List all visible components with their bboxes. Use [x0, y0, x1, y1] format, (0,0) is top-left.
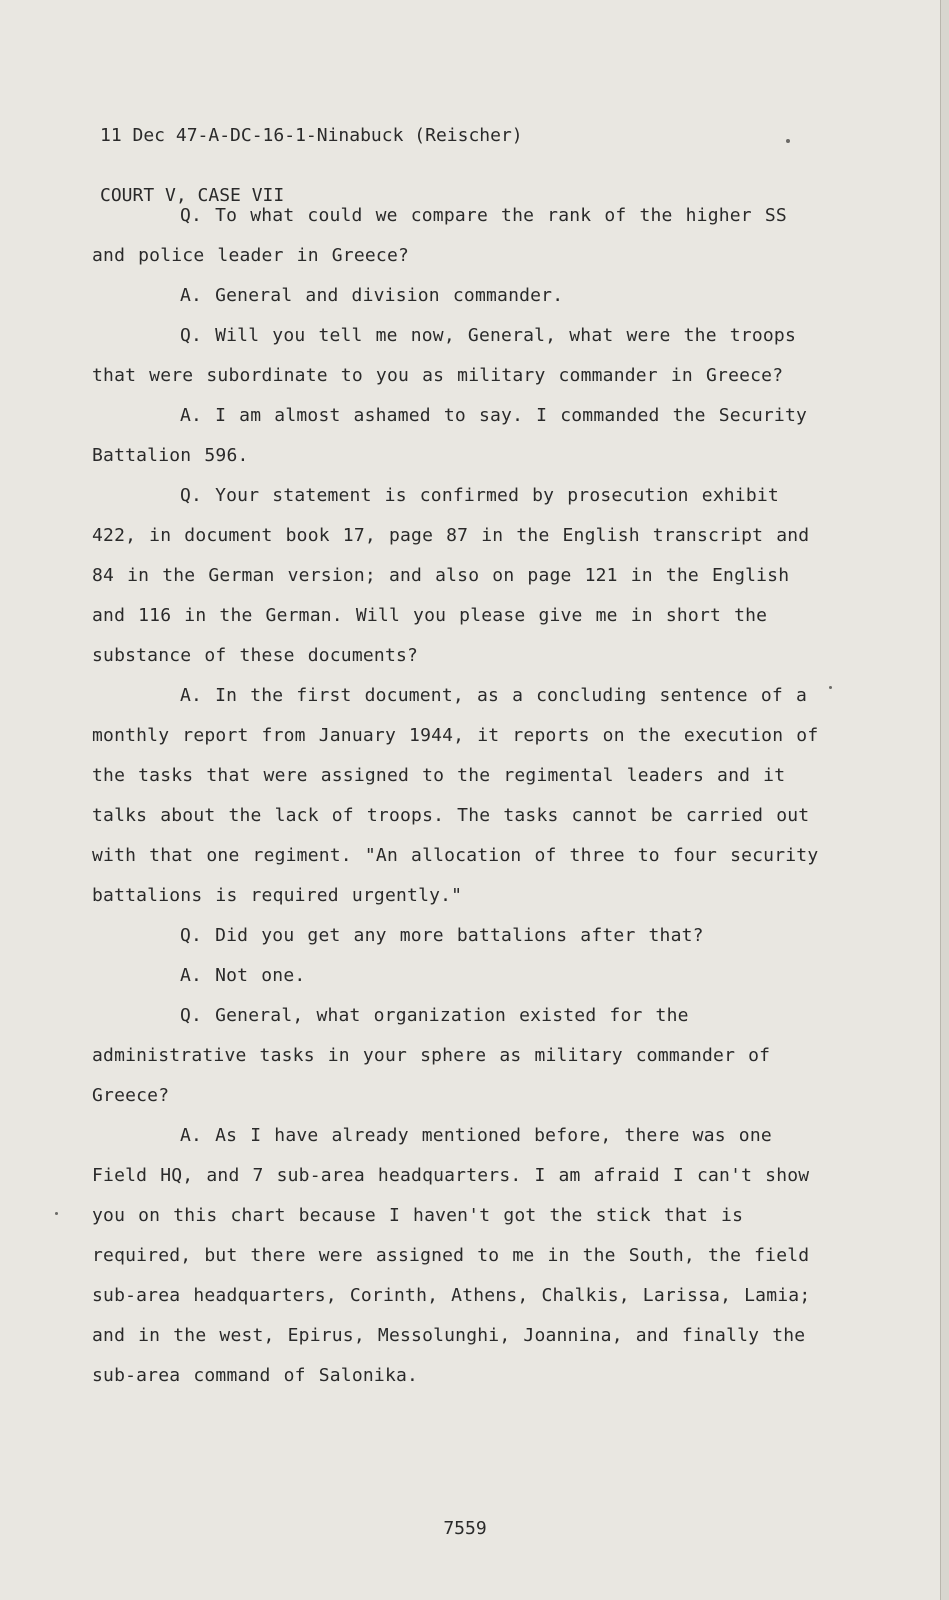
- transcript-paragraph: Q. Will you tell me now, General, what were the troops that were subordinate to you as military commander in Greece?: [92, 325, 796, 386]
- page-number: 7559: [443, 1518, 487, 1539]
- paper-speck: [55, 1212, 58, 1215]
- transcript-paragraph: Q. To what could we compare the rank of the higher SS and police leader in Greece?: [92, 205, 787, 266]
- transcript-paragraph: A. In the first document, as a concluding sentence of a monthly report from January 1944, it reports on the execution of the tasks that were assigned to the regimental leaders and it talks about the lack of troops. The tasks cannot be carried out with that one regiment. "An allocation of three to four security battalions is required urgently.": [92, 685, 819, 906]
- transcript-body: [92, 196, 832, 1396]
- transcript-paragraph: Q. Your statement is confirmed by prosecution exhibit 422, in document book 17, page 87 in the English transcript and 84 in the German version; and also on page 121 in the English and 116 in the German. Will you please give me in short the substance of these documents?: [92, 485, 810, 666]
- header-line-date-reference: 11 Dec 47-A-DC-16-1-Ninabuck (Reischer): [100, 125, 523, 146]
- paper-speck: [786, 139, 790, 143]
- transcript-paragraph: Q. Did you get any more battalions after that?: [180, 925, 704, 946]
- header-line-court-case: COURT V, CASE VII: [100, 185, 285, 206]
- transcript-paragraph: A. As I have already mentioned before, there was one Field HQ, and 7 sub-area headquarters. I am afraid I can't show you on this chart because I haven't got the stick that is required, but there were assigned to me in the South, the field sub-area headquarters, Corinth, Athens, Chalkis, Larissa, Lamia; and in the west, Epirus, Messolunghi, Joannina, and finally the sub-area command of Salonika.: [92, 1125, 811, 1386]
- transcript-paragraph: A. General and division commander.: [180, 285, 564, 306]
- transcript-paragraph: Q. General, what organization existed for the administrative tasks in your sphere as military commander of Greece?: [92, 1005, 771, 1106]
- paper-speck: [829, 686, 832, 689]
- transcript-paragraph: A. Not one.: [180, 965, 306, 986]
- transcript-paragraph: A. I am almost ashamed to say. I commanded the Security Battalion 596.: [92, 405, 808, 466]
